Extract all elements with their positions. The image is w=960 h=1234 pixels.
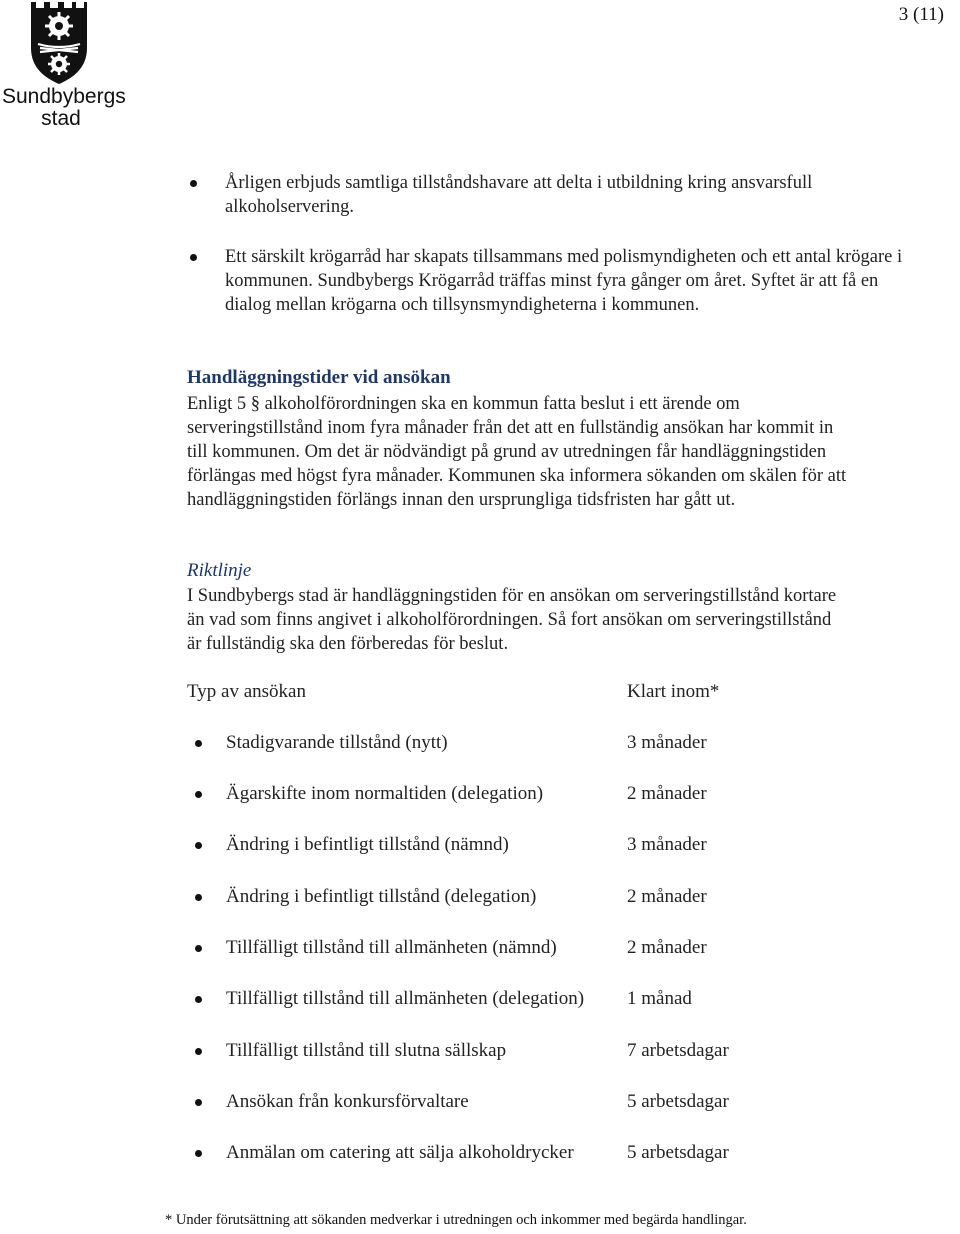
municipality-logo xyxy=(0,0,126,130)
application-type: Ändring i befintligt tillstånd (delegation) xyxy=(226,886,537,907)
application-type: Tillfälligt tillstånd till slutna sällskap xyxy=(226,1040,507,1061)
coat-of-arms-icon xyxy=(28,0,90,86)
processing-time: 2 månader xyxy=(627,937,707,958)
application-type: Ändring i befintligt tillstånd (nämnd) xyxy=(226,834,509,855)
bullet-dot xyxy=(195,740,202,747)
bullet-item: Årligen erbjuds samtliga tillståndshavare att delta i utbildning kring ansvarsfull alkoholservering. xyxy=(225,173,813,217)
section-heading: Riktlinje xyxy=(187,560,252,581)
bullet-dot xyxy=(195,894,202,901)
bullet-dot xyxy=(195,996,202,1003)
application-type: Stadigvarande tillstånd (nytt) xyxy=(226,732,448,753)
processing-time: 5 arbetsdagar xyxy=(627,1091,729,1112)
column-header-time: Klart inom* xyxy=(627,681,720,702)
section-heading: Handläggningstider vid ansökan xyxy=(187,367,451,388)
bullet-item: Ett särskilt krögarråd har skapats tillsammans med polismyndigheten och ett antal krögare i kommunen. Sundbybergs Krögarråd träffas minst fyra gånger om året. Syftet är att få en dialog mellan krögarna och tillsynsmyndigheterna i kommunen. xyxy=(225,247,903,315)
processing-time: 2 månader xyxy=(627,886,707,907)
bullet-dot xyxy=(195,791,202,798)
bullet-dot xyxy=(190,254,197,261)
section-body: Enligt 5 § alkoholförordningen ska en kommun fatta beslut i ett ärende om serveringstillstånd inom fyra månader från det att en fullständig ansökan har kommit in till kommunen. Om det är nödvändigt på grund av utredningen får handläggningstiden förlängas med högst fyra månader. Kommunen ska informera sökanden om skälen för att handläggningstiden förlängs innan den ursprungliga tidsfristen har gått ut. xyxy=(187,394,847,510)
bullet-dot xyxy=(195,1048,202,1055)
logo-line-1: Sundbybergs xyxy=(2,85,126,108)
processing-time: 3 månader xyxy=(627,732,707,753)
application-type: Ägarskifte inom normaltiden (delegation) xyxy=(226,783,544,804)
processing-time: 7 arbetsdagar xyxy=(627,1040,729,1061)
bullet-dot xyxy=(190,180,197,187)
section-body: I Sundbybergs stad är handläggningstiden för en ansökan om serveringstillstånd kortare än vad som finns angivet i alkoholförordningen. Så fort ansökan om serveringstillstånd är fullständig ska den förberedas för beslut. xyxy=(187,586,837,654)
footnote: * Under förutsättning att sökanden medverkar i utredningen och inkommer med begärda handlingar. xyxy=(165,1212,747,1228)
application-type: Tillfälligt tillstånd till allmänheten (delegation) xyxy=(226,988,585,1009)
processing-time: 1 månad xyxy=(627,988,692,1009)
page-number: 3 (11) xyxy=(898,4,944,25)
processing-time: 5 arbetsdagar xyxy=(627,1142,729,1163)
bullet-dot xyxy=(195,1150,202,1157)
bullet-dot xyxy=(195,1099,202,1106)
application-type: Ansökan från konkursförvaltare xyxy=(226,1091,469,1112)
logo-line-2: stad xyxy=(41,107,81,130)
bullet-dot xyxy=(195,945,202,952)
bullet-dot xyxy=(195,842,202,849)
column-header-type: Typ av ansökan xyxy=(187,681,306,702)
application-type: Anmälan om catering att sälja alkoholdrycker xyxy=(226,1142,574,1163)
processing-time: 2 månader xyxy=(627,783,707,804)
logo-wordmark xyxy=(2,85,126,130)
application-type: Tillfälligt tillstånd till allmänheten (nämnd) xyxy=(226,937,557,958)
processing-time: 3 månader xyxy=(627,834,707,855)
